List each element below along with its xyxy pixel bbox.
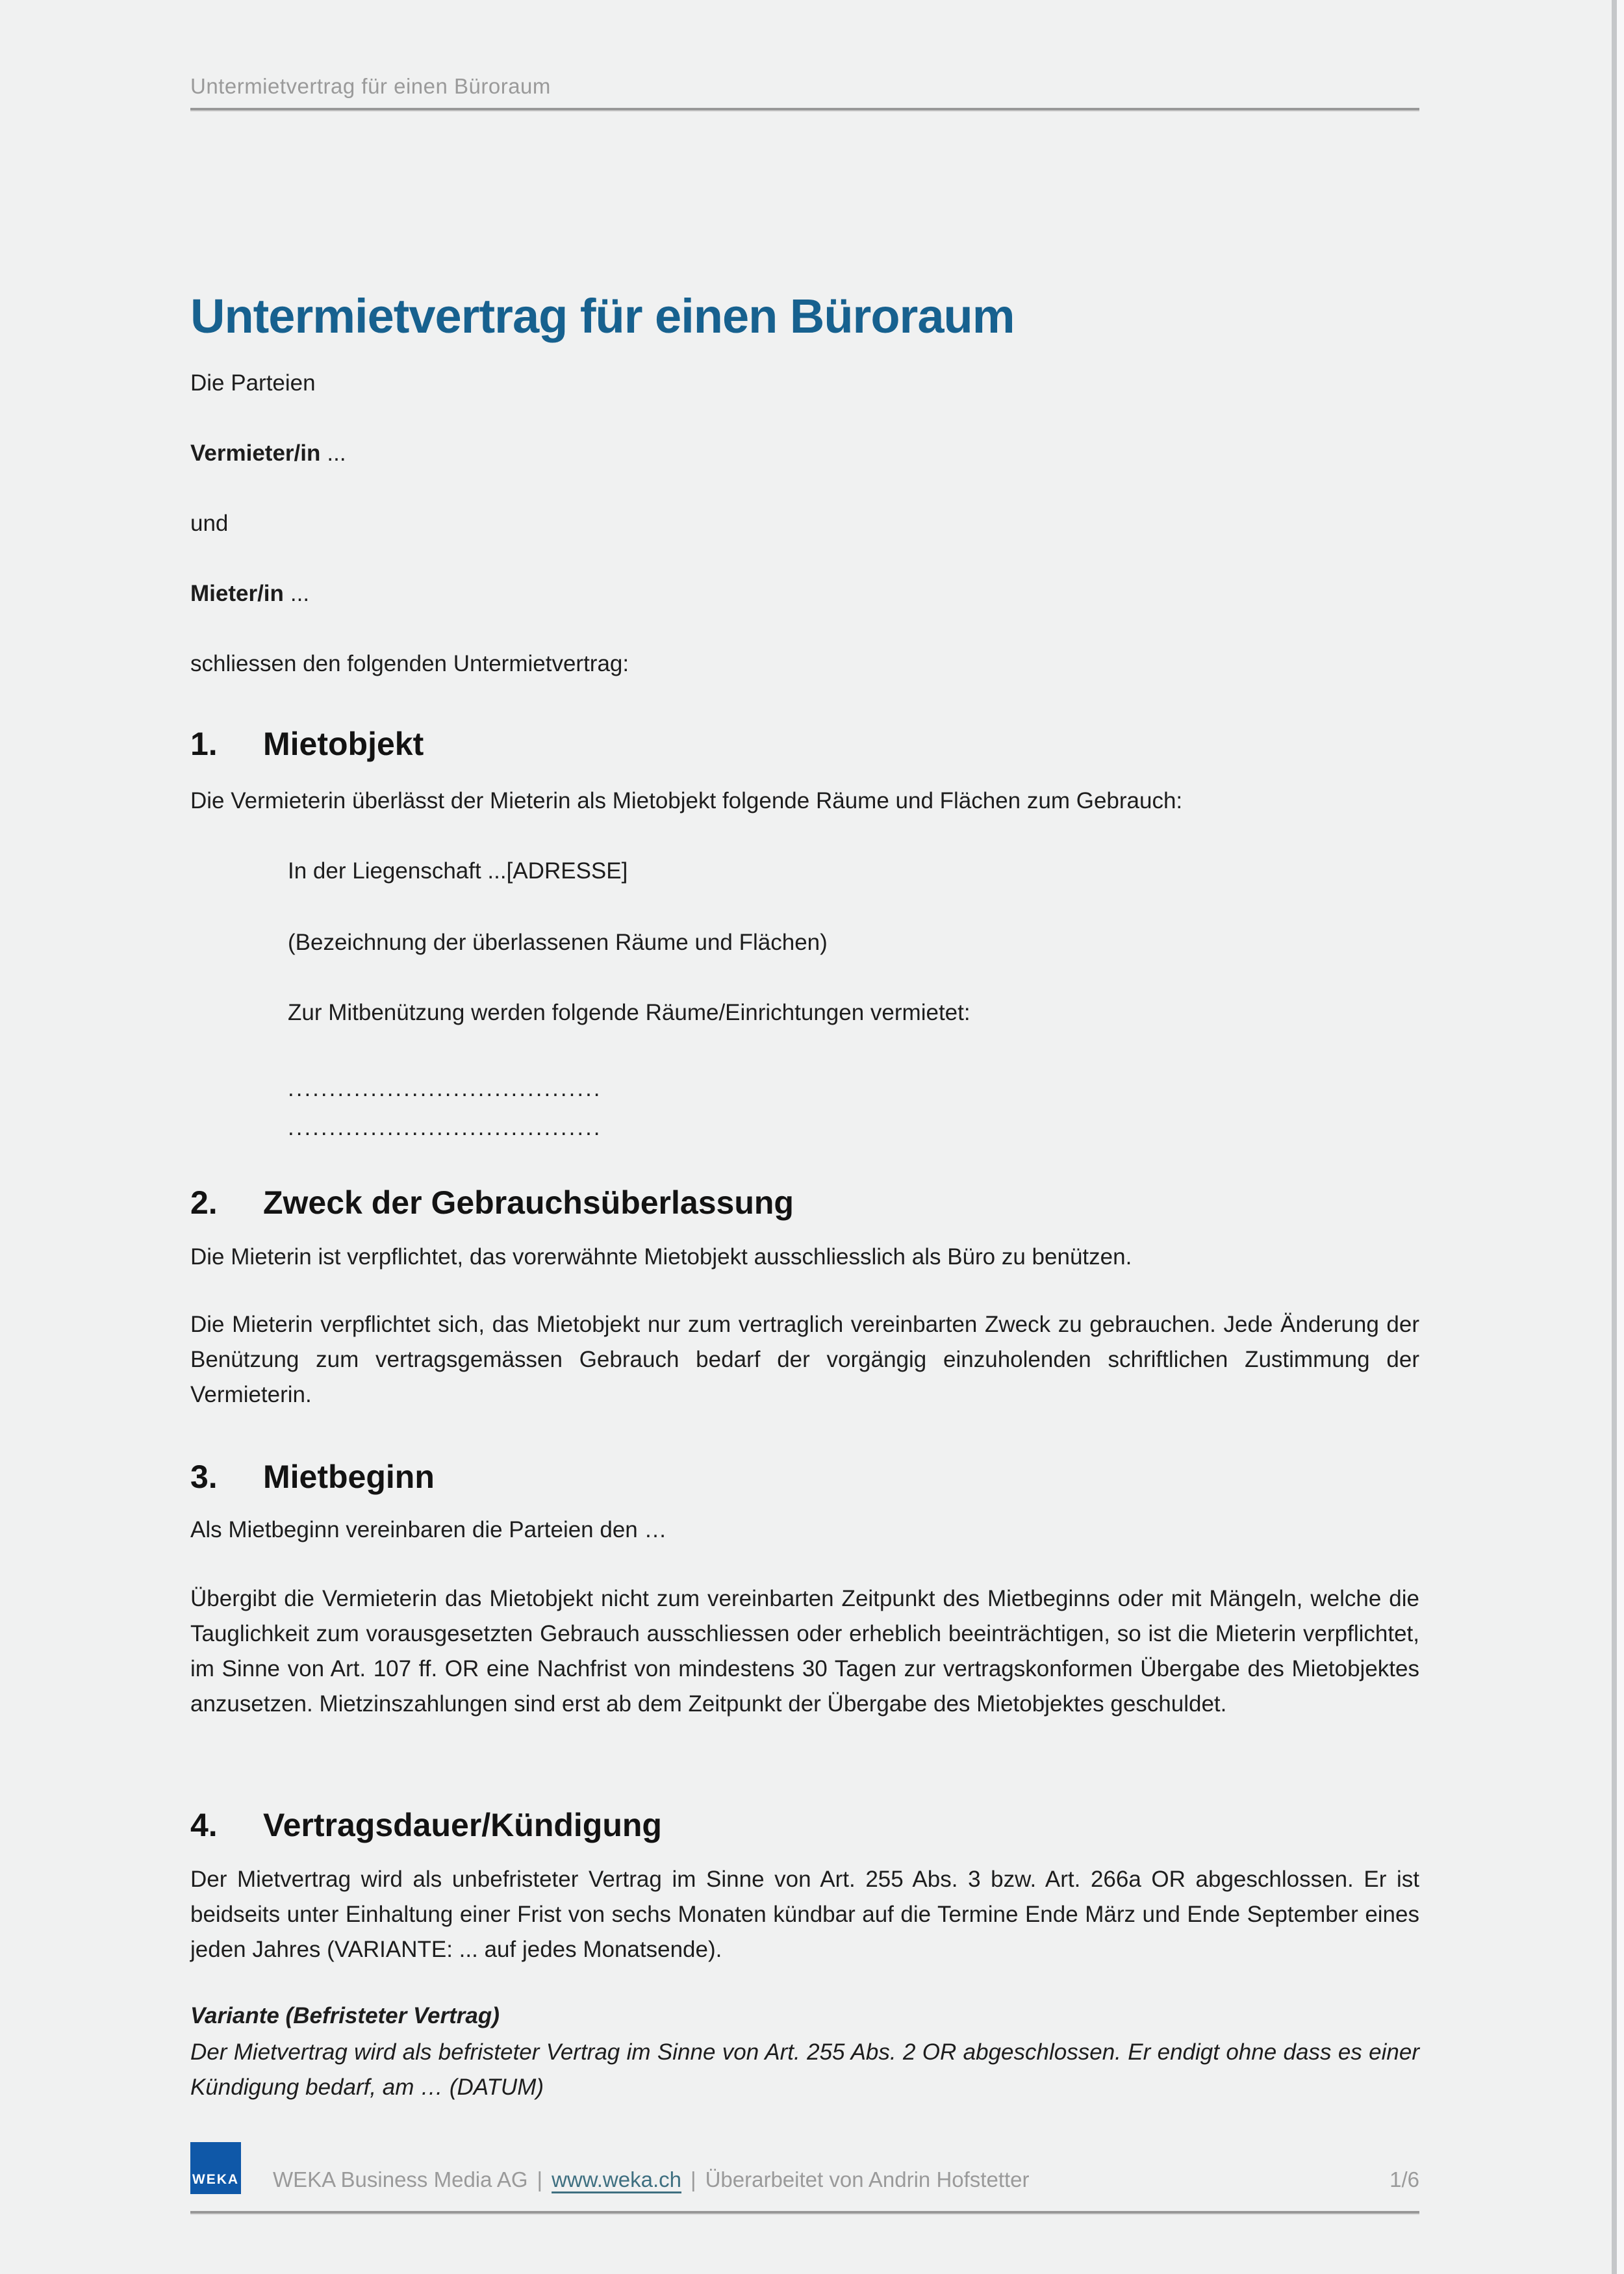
weka-logo-text: WEKA (192, 2172, 240, 2187)
scrollbar-thumb[interactable] (1612, 0, 1617, 2274)
variant-heading: Variante (Befristeter Vertrag) (190, 2003, 500, 2028)
intro-closing: schliessen den folgenden Untermietvertrag: (190, 651, 629, 676)
footer-company: WEKA Business Media AG (273, 2167, 528, 2191)
section-4-heading (190, 1806, 662, 1844)
parties-label: Die Parteien (190, 370, 316, 396)
dotted-fill-line: ...................................... (288, 1076, 602, 1101)
header-rule (190, 108, 1419, 112)
variant-text: Der Mietvertrag wird als befristeter Vertrag im Sinne von Art. 255 Abs. 2 OR abgeschlossen. Er endigt ohne dass es einer Kündigung bedarf, am … (DATUM) (190, 2039, 1419, 2100)
section-4-paragraph: Der Mietvertrag wird als unbefristeter Vertrag im Sinne von Art. 255 Abs. 3 bzw. Art. 266a OR abgeschlossen. Er ist beidseits unter Einhaltung einer Frist von sechs Monaten kündbar auf die Termine Ende März und Ende September eines jeden Jahres (VARIANTE: ... auf jedes Monatsende). (190, 1867, 1419, 1962)
section-2-heading (190, 1184, 794, 1221)
section-2-number: 2. (190, 1184, 218, 1221)
weka-link[interactable]: www.weka.ch (552, 2167, 681, 2191)
section-3-paragraph: Als Mietbeginn vereinbaren die Parteien den … (190, 1517, 667, 1542)
section-3-title: Mietbeginn (263, 1459, 435, 1495)
tenant-placeholder: ... (290, 581, 310, 606)
weka-logo (190, 2142, 241, 2194)
dotted-fill-line: ...................................... (288, 1115, 602, 1140)
tenant-label: Mieter/in (190, 581, 284, 606)
section-4-number: 4. (190, 1807, 218, 1843)
section-3-paragraph: Übergibt die Vermieterin das Mietobjekt nicht zum vereinbarten Zeitpunkt des Mietbeginns oder mit Mängeln, welche die Tauglichkeit zum vorausgesetzten Gebrauch ausschliessen oder erheblich beeinträchtigen, so ist die Mieterin verpflichtet, im Sinne von Art. 107 ff. OR eine Nachfrist von mindestens 30 Tagen zur vertragskonformen Übergabe des Mietobjektes anzusetzen. Mietzinszahlungen sind erst ab dem Zeitpunkt der Übergabe des Mietobjektes geschuldet. (190, 1586, 1419, 1717)
footer-separator: | (537, 2167, 543, 2191)
page-title: Untermietvertrag für einen Büroraum (190, 288, 1015, 343)
landlord-label: Vermieter/in (190, 441, 321, 466)
footer-rule (190, 2211, 1419, 2215)
section-3-number: 3. (190, 1459, 218, 1495)
section-1-number: 1. (190, 726, 218, 762)
section-2-paragraph: Die Mieterin verpflichtet sich, das Mietobjekt nur zum vertraglich vereinbarten Zweck zu gebrauchen. Jede Änderung der Benützung zum vertragsgemässen Gebrauch bedarf der vorgängig einzuholenden schriftlichen Zustimmung der Vermieterin. (190, 1312, 1419, 1407)
section-1-item-shared-use: Zur Mitbenützung werden folgende Räume/Einrichtungen vermietet: (288, 1000, 971, 1025)
section-4-title: Vertragsdauer/Kündigung (263, 1807, 662, 1843)
landlord-placeholder: ... (327, 441, 346, 466)
section-1-intro: Die Vermieterin überlässt der Mieterin als Mietobjekt folgende Räume und Flächen zum Gebrauch: (190, 788, 1183, 813)
section-1-item-address: In der Liegenschaft ...[ADRESSE] (288, 858, 628, 884)
section-3-heading (190, 1458, 435, 1496)
landlord-line (190, 441, 346, 466)
footer-separator: | (691, 2167, 696, 2191)
page-number: 1/6 (1389, 2167, 1419, 2191)
scrollbar-track (1612, 0, 1624, 2274)
section-1-title: Mietobjekt (263, 726, 424, 762)
section-2-title: Zweck der Gebrauchsüberlassung (263, 1184, 794, 1221)
section-1-item-designation: (Bezeichnung der überlassenen Räume und Flächen) (288, 930, 828, 955)
section-2-paragraph: Die Mieterin ist verpflichtet, das vorerwähnte Mietobjekt ausschliesslich als Büro zu benützen. (190, 1244, 1132, 1270)
tenant-line (190, 581, 309, 607)
footer-text (273, 2167, 1030, 2192)
footer-credit: Überarbeitet von Andrin Hofstetter (705, 2167, 1030, 2191)
section-1-heading (190, 725, 424, 763)
header-running-title: Untermietvertrag für einen Büroraum (190, 74, 551, 98)
conjunction-line: und (190, 511, 229, 536)
